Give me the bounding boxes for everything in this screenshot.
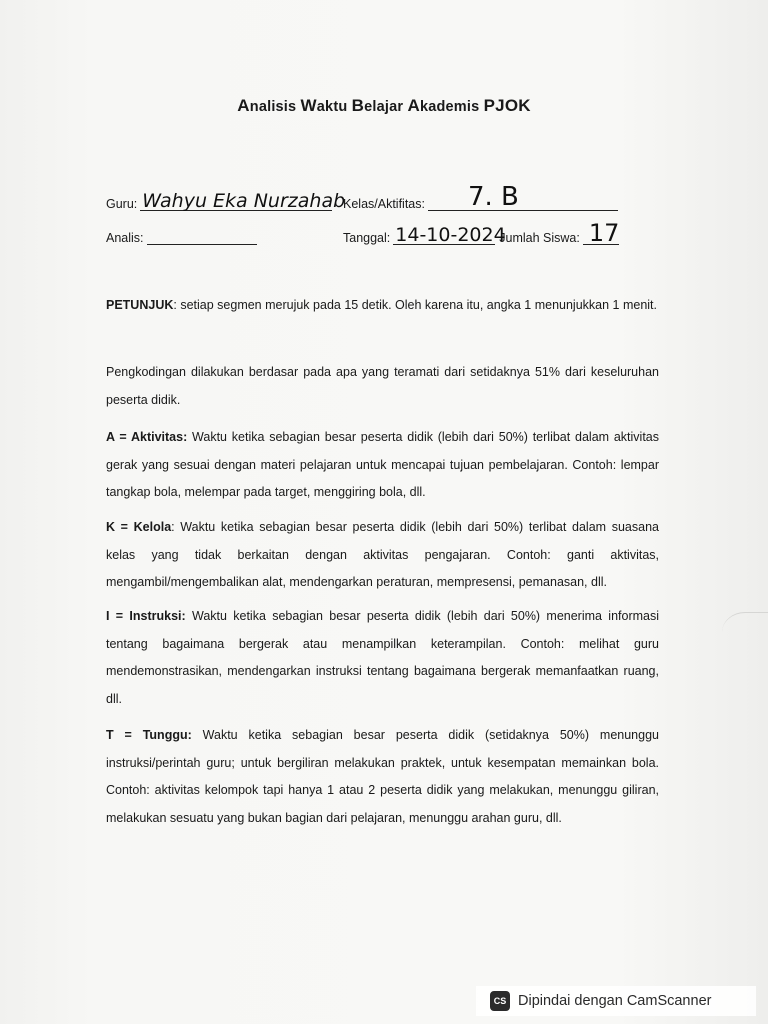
title-word: PJOK [483,96,531,115]
aktivitas-label: A = Aktivitas: [106,430,188,444]
title-word: Analisis [237,96,297,115]
tanggal-value: 14-10-2024 [395,224,506,246]
analis-label: Analis: [106,231,144,245]
aktivitas-text: Waktu ketika sebagian besar peserta didik (lebih dari 50%) terlibat dalam aktivitas gerak yang sesuai dengan materi pelajaran untuk mencapai tujuan pembelajaran. Contoh: lempar tangkap bola, melempar pada target, menggiring bola, dll. [106,430,659,499]
coding-paragraph [106,359,659,414]
tunggu-paragraph [106,722,659,832]
instruksi-label: I = Instruksi: [106,609,186,623]
watermark-text: Dipindai dengan CamScanner [518,993,712,1009]
kelas-field[interactable] [428,182,618,212]
kelola-paragraph [106,514,659,597]
petunjuk-paragraph [106,292,659,320]
analis-field[interactable] [147,228,257,245]
jumlah-field[interactable] [583,219,620,247]
title-word: Akademis [407,96,480,115]
camscanner-logo-icon: CS [490,991,510,1011]
tunggu-text: Waktu ketika sebagian besar peserta didik (setidaknya 50%) menunggu instruksi/perintah guru; untuk bergiliran melakukan praktek, untuk kesempatan memainkan bola. Contoh: aktivitas kelompok tapi hanya 1 atau 2 peserta didik yang melakukan, menunggu giliran, melakukan sesuatu yang bukan bagian dari pelajaran, menunggu arahan guru, dll. [106,728,659,825]
coding-text: Pengkodingan dilakukan berdasar pada apa yang teramati dari setidaknya 51% dari keseluruhan peserta didik. [106,365,659,407]
jumlah-value: 17 [588,219,620,247]
guru-row [106,190,346,212]
tanggal-field[interactable] [393,224,506,246]
tanggal-label: Tanggal: [343,231,391,245]
instruksi-paragraph [106,603,659,713]
kelola-text: Waktu ketika sebagian besar peserta didik (lebih dari 50%) terlibat dalam suasana kelas yang tidak berkaitan dengan aktivitas pengajaran. Contoh: ganti aktivitas, mengambil/mengembalikan alat, mendengarkan peraturan, mempresensi, pemanasan, dll. [106,520,659,589]
title-word: Belajar [351,96,404,115]
page-title [0,96,768,116]
guru-value: Wahyu Eka Nurzahab [142,190,346,212]
analis-row [106,228,257,245]
kelas-label: Kelas/Aktifitas: [343,197,425,211]
kelola-sep: : [171,520,175,534]
kelas-row [343,182,618,212]
scan-edge-mark [722,612,768,653]
tunggu-label: T = Tunggu: [106,728,192,742]
guru-field[interactable] [140,190,346,212]
petunjuk-text: setiap segmen merujuk pada 15 detik. Oleh karena itu, angka 1 menunjukkan 1 menit. [176,298,658,312]
petunjuk-sep: : [173,298,177,312]
kelas-value: 7. B [467,182,519,212]
tanggal-row [343,219,620,247]
camscanner-watermark [476,986,756,1016]
aktivitas-paragraph [106,424,659,507]
title-word: Waktu [300,96,348,115]
instruksi-text: Waktu ketika sebagian besar peserta didik (lebih dari 50%) menerima informasi tentang bagaimana bergerak atau menampilkan keterampilan. Contoh: melihat guru mendemonstrasikan, mendengarkan instruksi tentang bagaimana bergerak memanfaatkan ruang, dll. [106,609,660,706]
kelola-label: K = Kelola [106,520,172,534]
guru-label: Guru: [106,197,138,211]
petunjuk-label: PETUNJUK [106,298,174,312]
jumlah-label: Jumlah Siswa: [499,231,580,245]
